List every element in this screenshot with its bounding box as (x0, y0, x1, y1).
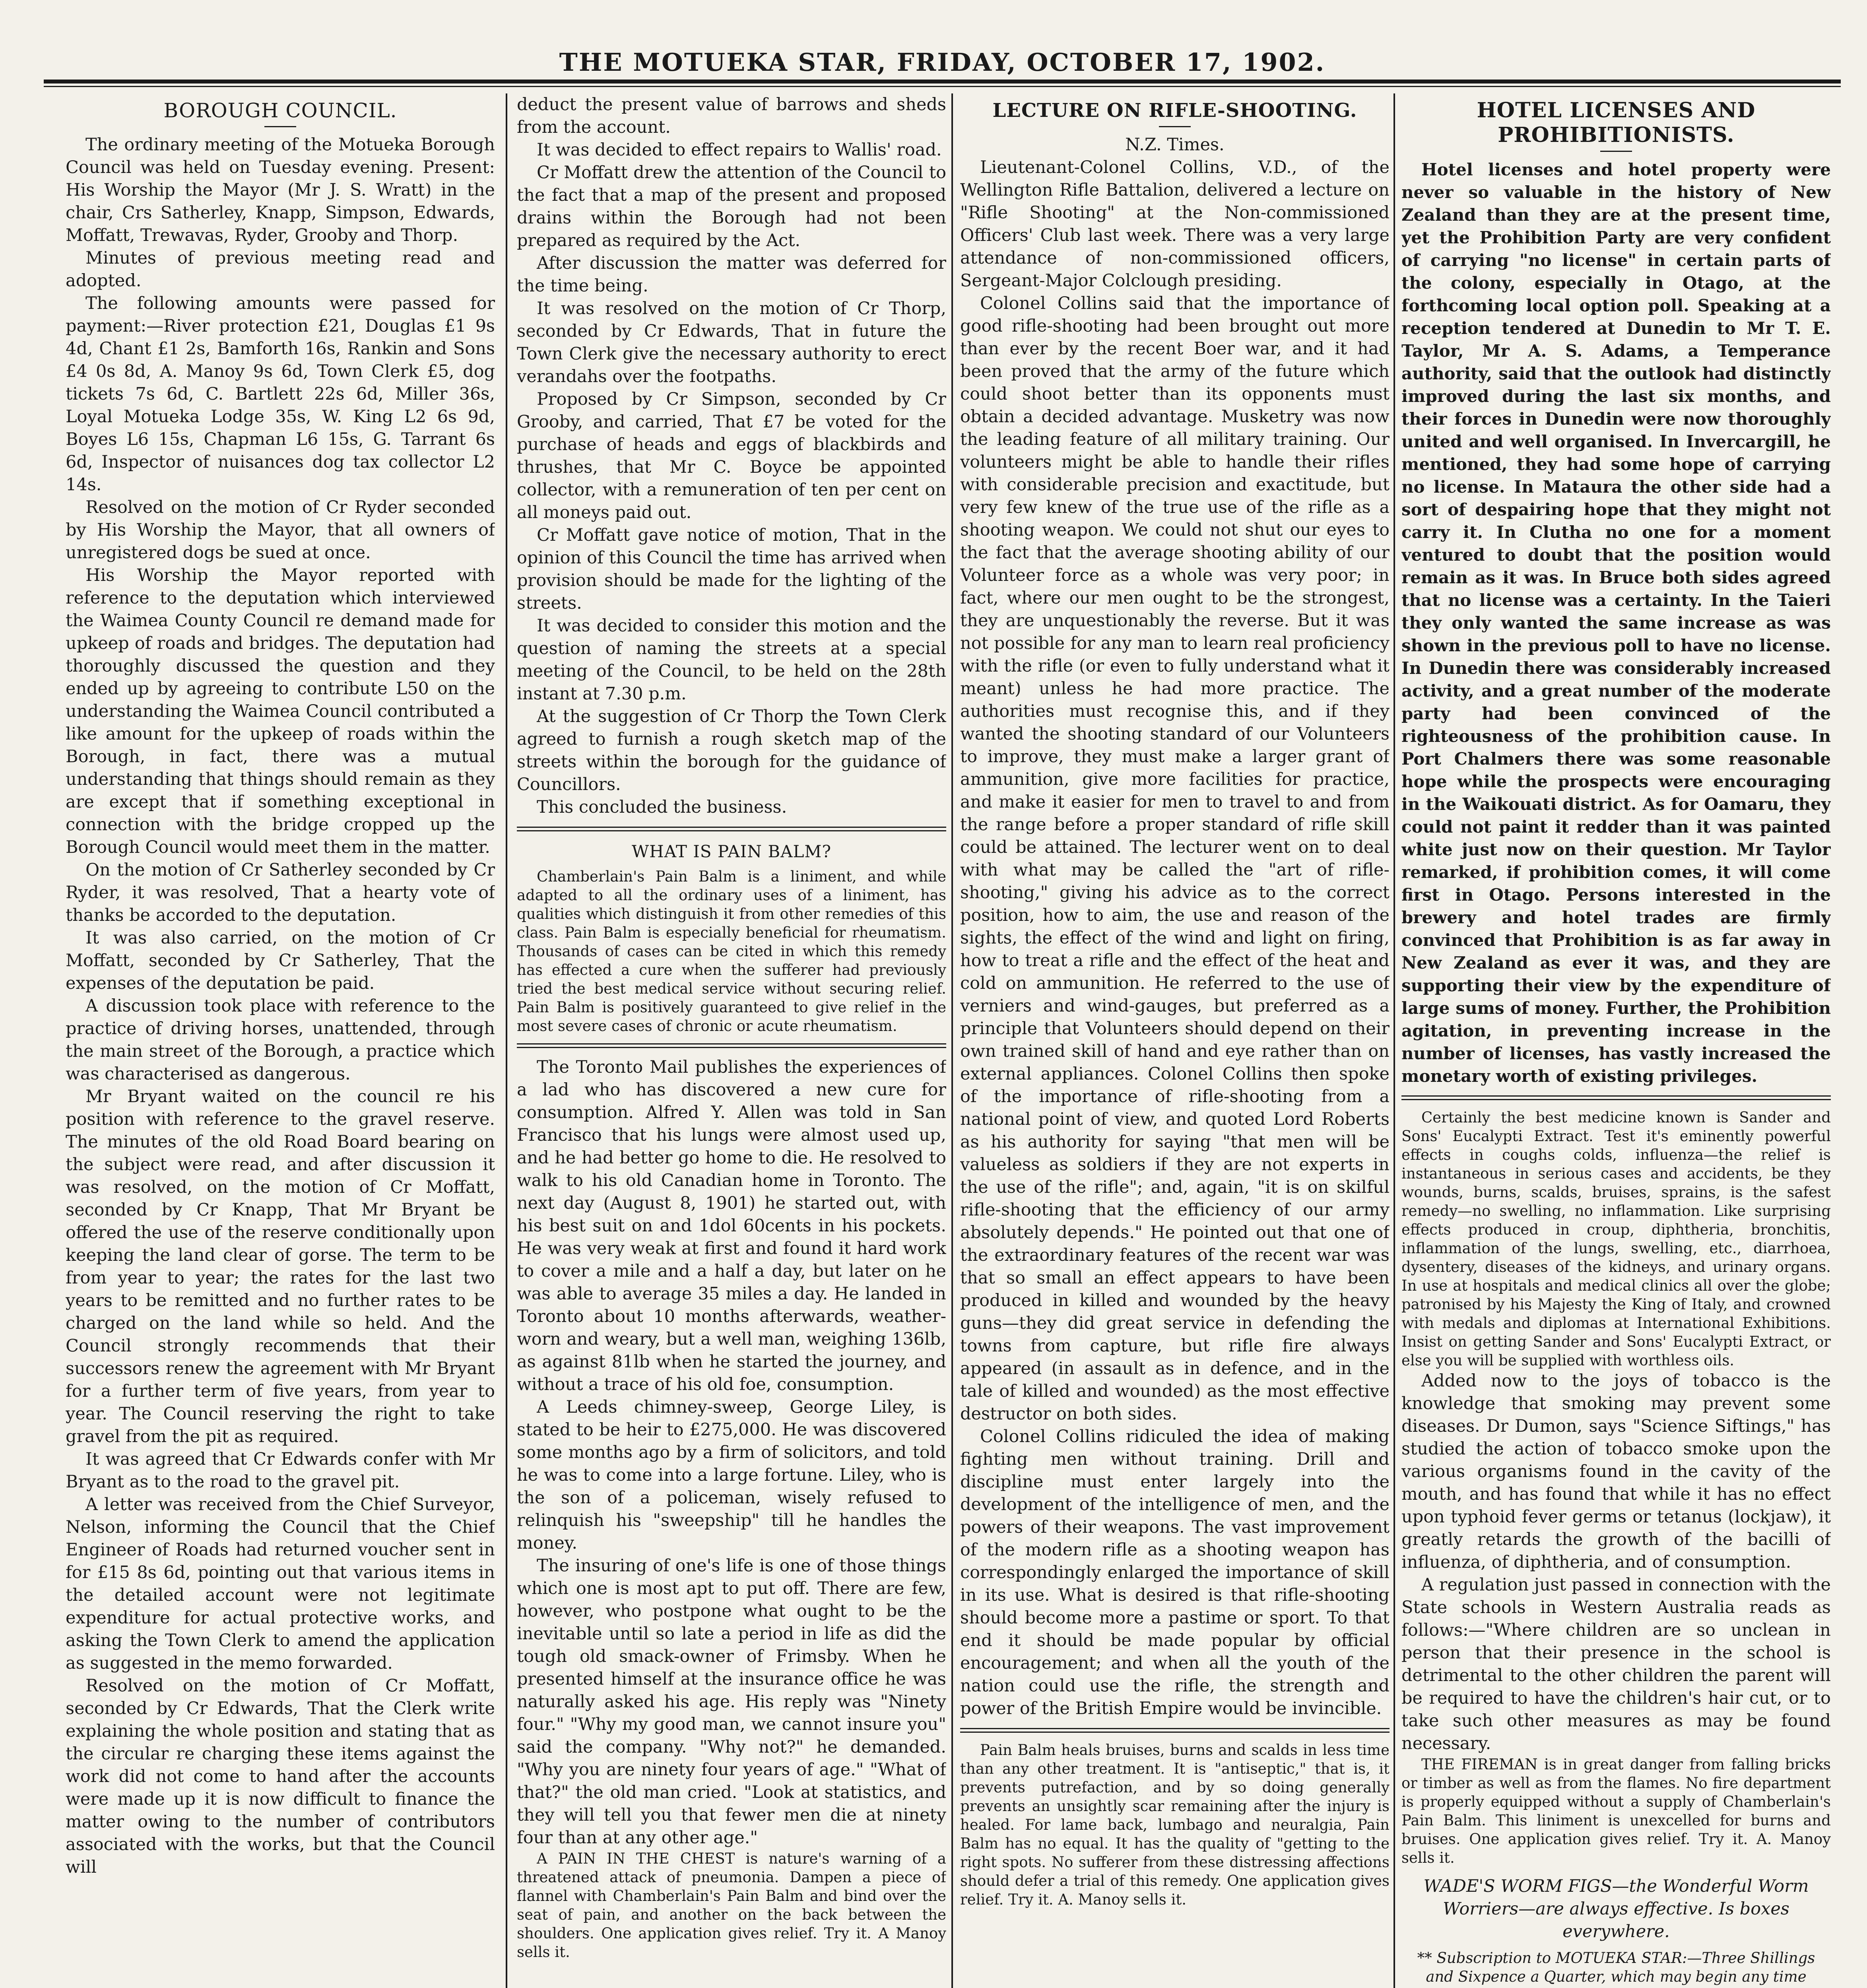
heading-rule (1600, 151, 1632, 152)
paragraph: A letter was received from the Chief Surveyor, Nelson, informing the Council that the Chief Engineer of Roads had returned voucher sent in for £15 8s 6d, pointing out that various items in the detailed account were not legitimate expenditure for actual protective works, and asking the Town Clerk to amend the application as suggested in the memo forwarded. (66, 1495, 495, 1673)
column-borough-council (66, 93, 495, 1988)
advert-text: Pain Balm heals bruises, burns and scalds in less time than any other treatment. It is "antiseptic," that is, it prevents putrefaction, and by so doing generally prevents an unsightly scar remaining after the injury is healed. For lame back, lumbago and neuralgia, Pain Balm has no equal. It has the quality of "getting to the right spots. No sufferer from these distressing affections should defer a trial of this remedy. One application gives relief. Try it. A. Manoy sells it. (960, 1741, 1390, 1908)
heading-rule (264, 126, 296, 127)
article-heading: LECTURE ON RIFLE-SHOOTING. (992, 99, 1357, 122)
paragraph: A Leeds chimney-sweep, George Liley, is stated to be heir to £275,000. He was discovered some months ago by a firm of solicitors, and told he was to come into a large fortune. Liley, who is the son of a policeman, wisely refused to relinquish his "sweepship" till he handles the money. (517, 1397, 946, 1553)
column-divider (1393, 93, 1395, 1988)
advert-text: THE FIREMAN is in great danger from falling bricks or timber as well as from the flames. No fire department is properly equipped without a supply of Chamberlain's Pain Balm. This liniment is unexcelled for burns and bruises. One application gives relief. Try it. A. Manoy sells it. (1401, 1756, 1831, 1866)
paragraph: Mr Bryant waited on the council re his position with reference to the gravel reserve. The minutes of the old Road Board bearing on the subject were read, and after discussion it was resolved, on the motion of Cr Moffatt, seconded by Cr Knapp, That Mr Bryant be offered the use of the reserve conditionally upon keeping the land clear of gorse. The term to be from year to year; the rates for the last two years to be remitted and no further rates to be charged on the land while so held. And the Council strongly recommends that their successors renew the agreement with Mr Bryant for a further term of five years, from year to year. The Council reserving the right to take gravel from the pit as required. (66, 1087, 495, 1446)
article-heading: HOTEL LICENSES AND PROHIBITIONISTS. (1477, 98, 1756, 147)
masthead: THE MOTUEKA STAR, FRIDAY, OCTOBER 17, 1902. (559, 48, 1326, 77)
subscription-note: ** Subscription to MOTUEKA STAR:—Three Shillings and Sixpence a Quarter, which may begin any time (1417, 1949, 1815, 1985)
heading-rule (1159, 126, 1191, 127)
paragraph: Added now to the joys of tobacco is the knowledge that smoking may prevent some diseases. Dr Dumon, says "Science Siftings," has studied the action of tobacco smoke upon the various organisms found in the cavity of the mouth, and has found that while it has no effect upon typhoid fever germs or tetanus (lockjaw), it greatly retards the growth of the bacilli of influenza, of diphtheria, and of consumption. (1401, 1371, 1831, 1572)
paragraph: It was decided to consider this motion and the question of naming the streets at a special meeting of the Council, to be held on the 28th instant at 7.30 p.m. (517, 616, 946, 704)
advert-text: A PAIN IN THE CHEST is nature's warning of a threatened attack of pneumonia. Dampen a piece of flannel with Chamberlain's Pain Balm and bind over the seat of pain, and another on the back between the shoulders. One application gives relief. Try it. A Manoy sells it. (517, 1850, 946, 1961)
paragraph: Colonel Collins said that the importance of good rifle-shooting had been brought out more than ever by the recent Boer war, and it had been proved that the army of the future which could shoot better than its opponents must obtain a decided advantage. Musketry was now the leading feature of all military training. Our volunteers might be able to handle their rifles with considerable precision and exactitude, but very few knew of the true use of the rifle as a shooting weapon. We could not shut our eyes to the fact that the average shooting ability of our Volunteer force as a whole was very poor; in fact, where our men ought to be the strongest, they are unquestionably the reverse. But it was not possible for any man to learn real proficiency with the rifle (or even to fully understand what it meant) unless he had more practice. The authorities must recognise this, and if they wanted the shooting standard of our Volunteers to improve, they must make a larger grant of ammunition, give more facilities for practice, and make it easier for men to travel to and from the range before a proper standard of rifle skill could be attained. The lecturer went on to deal with what may be called the "art of rifle-shooting," giving his advice as to the correct position, how to aim, the use and reason of the sights, the effect of the wind and light on firing, how to treat a rifle and the effect of the heat and cold on ammunition. He referred to the use of verniers and wind-gauges, but preferred as a principle that Volunteers should depend on their own trained skill of hand and eye rather than on external appliances. Colonel Collins then spoke of the importance of rifle-shooting from a national point of view, and quoted Lord Roberts as his authority for saying "that men will be valueless as soldiers if they are not experts in the use of the rifle"; and, again, "it is on skilful rifle-shooting that the efficiency of our army absolutely depends." He pointed out that one of the extraordinary features of the recent war was that so small an effect appears to have been produced in killed and wounded by the heavy guns—they did great service in defending the towns from capture, but rifle fire always appeared (in assault as in defence, and in the tale of killed and wounded) as the most effective destructor on both sides. (960, 293, 1390, 1424)
paragraph: This concluded the business. (537, 797, 787, 817)
paragraph: deduct the present value of barrows and sheds from the account. (517, 95, 946, 137)
paragraph: Cr Moffatt drew the attention of the Council to the fact that a map of the present and proposed drains within the Borough had not been prepared as required by the Act. (517, 163, 946, 250)
masthead-rule (44, 80, 1841, 83)
column-hotel-licenses (1401, 93, 1831, 1988)
paragraph: Proposed by Cr Simpson, seconded by Cr Grooby, and carried, That £7 be voted for the purchase of heads and eggs of blackbirds and thrushes, that Mr C. Boyce be appointed collector, with a remuneration of ten per cent on all moneys paid out. (517, 389, 946, 522)
column-rifle-shooting (960, 93, 1390, 1988)
paragraph: Lieutenant-Colonel Collins, V.D., of the Wellington Rifle Battalion, delivered a lecture on "Rifle Shooting" at the Non-commissioned Officers' Club last week. There was a very large attendance of non-commissioned officers, Sergeant-Major Colclough presiding. (960, 157, 1390, 291)
advert-heading: WHAT IS PAIN BALM? (632, 842, 831, 861)
article-heading: BOROUGH COUNCIL. (163, 99, 397, 122)
paragraph: It was also carried, on the motion of Cr Moffatt, seconded by Cr Satherley, That the expenses of the deputation be paid. (66, 928, 495, 993)
paragraph: The following amounts were passed for payment:—River protection £21, Douglas £1 9s 4d, Chant £1 2s, Bamforth 16s, Rankin and Sons £4 0s 8d, A. Manoy 9s 6d, Town Clerk £5, dog tickets 7s 6d, C. Bartlett 22s 6d, Miller 36s, Loyal Motueka Lodge 35s, W. King L2 6s 9d, Boyes L6 15s, Chapman L6 15s, G. Tarrant 6s 6d, Inspector of nuisances dog tax collector L2 14s. (66, 293, 495, 495)
paragraph: It was decided to effect repairs to Wallis' road. (537, 140, 942, 160)
paragraph: Hotel licenses and hotel property were never so valuable in the history of New Zealand than they are at the present time, yet the Prohibition Party are very confident of carrying "no license" in certain parts of the colony, especially in Otago, at the forthcoming local option poll. Speaking at a reception tendered at Dunedin to Mr T. E. Taylor, Mr A. S. Adams, a Temperance authority, said that the outlook had distinctly improved during the last six months, and their forces in Dunedin were now thoroughly united and well organised. In Invercargill, he mentioned, they had some hope of carrying no license. In Mataura the other side had a sort of despairing hope that they might not carry it. In Clutha no one for a moment ventured to doubt that the position would remain as it was. In Bruce both sides agreed that no license was a certainty. In the Taieri they only wanted the same increase as was shown in the previous poll to have no license. In Dunedin there was considerably increased activity, and a great number of the moderate party had been convinced of the righteousness of the prohibition cause. In Port Chalmers there was some reasonable hope while the prospects were encouraging in the Waikouati district. As for Oamaru, they could not paint it redder than it was painted white just now on their question. Mr Taylor remarked, if prohibition comes, it will come first in Otago. Persons interested in the brewery and hotel trades are firmly convinced that Prohibition is as far away in New Zealand as ever it was, and they are supporting their view by the expenditure of large sums of money. Further, the Prohibition agitation, in preventing increase in the number of licenses, has vastly increased the monetary worth of existing privileges. (1401, 160, 1831, 1086)
paragraph: At the suggestion of Cr Thorp the Town Clerk agreed to furnish a rough sketch map of the streets within the borough for the guidance of Councillors. (517, 707, 946, 794)
column-council-continued (517, 93, 946, 1988)
paragraph: The ordinary meeting of the Motueka Borough Council was held on Tuesday evening. Present: His Worship the Mayor (Mr J. S. Wratt) in the chair, Crs Satherley, Knapp, Simpson, Edwards, Moffatt, Trewavas, Ryder, Grooby and Thorp. (66, 135, 495, 245)
wade-advert: WADE'S WORM FIGS—the Wonderful Worm Worriers—are always effective. Is boxes everywhere. (1423, 1876, 1809, 1941)
advert-text: Chamberlain's Pain Balm is a liniment, and while adapted to all the ordinary uses of a liniment, has qualities which distinguish it from other remedies of this class. Pain Balm is especially beneficial for rheumatism. Thousands of cases can be cited in which this remedy has effected a cure when the sufferer had previously tried the best medical service without securing relief. Pain Balm is positively guaranteed to give relief in the most severe cases of chronic or acute rheumatism. (517, 868, 946, 1035)
paragraph: On the motion of Cr Satherley seconded by Cr Ryder, it was resolved, That a hearty vote of thanks be accorded to the deputation. (66, 860, 495, 925)
paragraph: Colonel Collins ridiculed the idea of making fighting men without training. Drill and discipline must enter largely into the development of the intelligence of men, and the powers of their weapons. The vast improvement of the modern rifle as a shooting weapon has correspondingly enlarged the importance of skill in its use. What is desired is that rifle-shooting should become more a pastime or sport. To that end it should be made popular by official encouragement; and when all the youth of the nation could use the rifle, the strength and power of the British Empire would be invincible. (960, 1427, 1390, 1718)
paragraph: It was agreed that Cr Edwards confer with Mr Bryant as to the road to the gravel pit. (66, 1449, 495, 1492)
paragraph: A discussion took place with reference to the practice of driving horses, unattended, through the main street of the Borough, a practice which was characterised as dangerous. (66, 996, 495, 1084)
advert-text: Certainly the best medicine known is Sander and Sons' Eucalypti Extract. Test it's eminently powerful effects in coughs colds, influenza—the relief is instantaneous in serious cases and accidents, be they wounds, burns, scalds, bruises, sprains, is the safest remedy—no swelling, no inflammation. Like surprising effects produced in croup, diphtheria, bronchitis, inflammation of the lungs, swelling, etc., diarrhoea, dysentery, diseases of the kidneys, and urinary organs. In use at hospitals and medical clinics all over the globe; patronised by his Majesty the King of Italy, and crowned with medals and diplomas at International Exhibitions. Insist on getting Sander and Sons' Eucalypti Extract, or else you will be supplied with worthless oils. (1401, 1109, 1831, 1369)
column-divider (506, 93, 507, 1988)
paragraph: A regulation just passed in connection with the State schools in Western Australia reads as follows:—"Where children are so unclean in person that their presence in the school is detrimental to the other children the parent will be required to have the children's hair cut, or to take such other measures as may be found necessary. (1401, 1575, 1831, 1753)
section-divider (517, 827, 946, 831)
paragraph: Resolved on the motion of Cr Moffatt, seconded by Cr Edwards, That the Clerk write explaining the whole position and stating that as the circular re charging these items against the work did not come to hand after the accounts were made up it is now difficult to finance the matter owing to the number of contributors associated with the works, but that the Council will (66, 1676, 495, 1877)
column-divider (951, 93, 953, 1988)
section-divider (960, 1728, 1390, 1733)
section-divider (517, 1043, 946, 1048)
article-source: N.Z. Times. (1125, 135, 1225, 155)
paragraph: The insuring of one's life is one of those things which one is most apt to put off. There are few, however, who postpone what ought to be the inevitable until so late a period in life as did the tough old smack-owner of Frimsby. When he presented himself at the insurance office he was naturally asked his age. His reply was "Ninety four." "Why my good man, we cannot insure you" said the company. "Why not?" he demanded. "Why you are ninety four years of age." "What of that?" the old man cried. "Look at statistics, and they will tell you that fewer men die at ninety four than at any other age." (517, 1556, 946, 1848)
paragraph: Cr Moffatt gave notice of motion, That in the opinion of this Council the time has arrived when provision should be made for the lighting of the streets. (517, 525, 946, 613)
paragraph: His Worship the Mayor reported with reference to the deputation which interviewed the Waimea County Council re demand made for upkeep of roads and bridges. The deputation had thoroughly discussed the question and they ended up by agreeing to contribute L50 on the understanding the Waimea Council contributed a like amount for the upkeep of roads within the Borough, in fact, there was a mutual understanding that things should remain as they are except that if something exceptional in connection with the bridge cropped up the Borough Council would meet them in the matter. (66, 565, 495, 857)
paragraph: It was resolved on the motion of Cr Thorp, seconded by Cr Edwards, That in future the Town Clerk give the necessary authority to erect verandahs over the footpaths. (517, 299, 946, 386)
paragraph: Minutes of previous meeting read and adopted. (66, 248, 495, 291)
paragraph: Resolved on the motion of Cr Ryder seconded by His Worship the Mayor, that all owners of unregistered dogs be sued at once. (66, 497, 495, 563)
paragraph: After discussion the matter was deferred for the time being. (517, 253, 946, 296)
paragraph: The Toronto Mail publishes the experiences of a lad who has discovered a new cure for consumption. Alfred Y. Allen was told in San Francisco that his lungs were almost used up, and he had better go home to die. He resolved to walk to his old Canadian home in Toronto. The next day (August 8, 1901) he started out, with his best suit on and 1dol 60cents in his pockets. He was very weak at first and found it hard work to cover a mile and a half a day, but later on he was able to average 35 miles a day. He landed in Toronto about 10 months afterwards, weather-worn and weary, but a well man, weighing 136lb, as against 81lb when he started the journey, and without a trace of his old foe, consumption. (517, 1057, 946, 1394)
masthead-rule-thin (44, 86, 1841, 87)
section-divider (1401, 1095, 1831, 1100)
